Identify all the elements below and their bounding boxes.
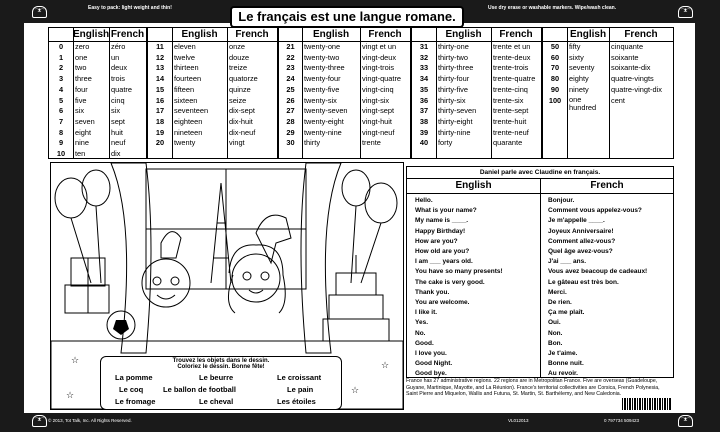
english-number-word: fifty: [569, 42, 581, 51]
english-number-word: one hundred: [569, 94, 597, 112]
english-phrase: Thank you.: [415, 288, 450, 296]
mascot-icon: ᵔᴥᵔ: [678, 415, 693, 427]
english-number-word: twenty-three: [304, 63, 345, 73]
english-number-word: thirty-four: [438, 74, 470, 84]
french-column-header: French: [609, 28, 673, 42]
english-phrase: I like it.: [415, 309, 438, 317]
vocab-word: Le ballon de football: [163, 385, 236, 394]
french-phrase: Bonne nuit.: [548, 360, 584, 368]
number-value: 1: [58, 52, 64, 62]
english-number-word: twenty-eight: [304, 116, 344, 126]
number-value: 38: [419, 116, 429, 126]
english-number-word: two: [75, 63, 87, 73]
french-number-word: trente-neuf: [493, 127, 529, 137]
french-number-word: trente-quatre: [493, 74, 536, 84]
english-column-header: English: [436, 28, 491, 42]
french-number-word: quatorze: [229, 74, 258, 84]
english-phrase: Yes.: [415, 319, 429, 327]
number-column-header: [412, 28, 437, 42]
english-phrase: You have so many presents!: [415, 268, 503, 276]
number-value: 29: [286, 127, 295, 137]
svg-text:☆: ☆: [381, 361, 390, 371]
number-column-header: [279, 28, 303, 42]
number-value: 19: [155, 127, 165, 137]
english-phrase: How old are you?: [415, 248, 470, 255]
conversation-header-english: English: [407, 179, 540, 194]
number-value: 31: [419, 42, 429, 51]
english-number-word: eighty: [569, 74, 589, 84]
number-table: [48, 27, 147, 159]
number-table: [411, 27, 542, 159]
english-number-word: nine: [75, 138, 89, 148]
vocab-word: Le croissant: [277, 373, 322, 382]
english-number-word: twenty-one: [304, 42, 341, 51]
number-value: 70: [550, 63, 560, 73]
english-number-word: twenty-five: [304, 84, 340, 94]
column-divider: [609, 28, 610, 158]
french-number-word: vingt-quatre: [362, 74, 402, 84]
french-number-word: six: [111, 106, 121, 116]
number-value: 80: [550, 74, 560, 84]
french-number-word: vingt-deux: [362, 52, 397, 62]
barcode-number: 0 797734 509423: [604, 418, 640, 423]
french-number-word: quatre-vingt-dix: [611, 84, 662, 94]
number-value: 18: [155, 116, 165, 126]
number-value: 17: [155, 106, 165, 116]
french-phrase: J'ai ___ ans.: [548, 258, 587, 266]
column-divider: [227, 28, 228, 158]
column-divider: [540, 179, 541, 377]
number-value: 7: [58, 116, 64, 126]
number-value: 11: [156, 42, 164, 51]
column-divider: [567, 28, 568, 158]
english-number-word: twenty: [174, 138, 196, 148]
barcode: [622, 398, 672, 410]
svg-text:☆: ☆: [71, 356, 80, 366]
number-value: 24: [286, 74, 295, 84]
vocab-word: Le fromage: [115, 397, 156, 406]
french-number-word: vingt-six: [362, 95, 390, 105]
english-number-word: ninety: [569, 84, 589, 94]
french-phrase: De rien.: [548, 299, 572, 306]
number-table: [147, 27, 278, 159]
vocabulary-box: [100, 356, 342, 410]
english-phrase: No.: [415, 329, 426, 337]
french-phrase: Non.: [548, 329, 563, 337]
english-number-word: twenty-four: [304, 74, 341, 84]
french-number-word: un: [111, 52, 120, 62]
number-value: 14: [155, 74, 165, 84]
english-number-word: thirty-five: [438, 84, 468, 94]
number-table: [278, 27, 411, 159]
french-number-word: dix: [111, 149, 121, 158]
english-number-word: sixty: [569, 52, 584, 62]
english-number-word: thirty-seven: [438, 106, 477, 116]
svg-text:☆: ☆: [351, 386, 360, 396]
french-number-word: quarante: [493, 138, 523, 148]
french-column-header: French: [110, 29, 145, 40]
number-value: 0: [58, 42, 64, 51]
number-value: 20: [155, 138, 165, 148]
french-number-word: dix-huit: [229, 116, 253, 126]
column-divider: [360, 28, 361, 158]
vocab-word: La pomme: [115, 373, 153, 382]
french-number-word: vingt-huit: [362, 116, 392, 126]
vocab-instruction-2: Coloriez le dessin. Bonne fête!: [177, 364, 265, 370]
number-value: 40: [419, 138, 429, 148]
french-number-word: trente-sept: [493, 106, 529, 116]
number-value: 25: [286, 84, 295, 94]
number-value: 26: [286, 95, 295, 105]
svg-text:☆: ☆: [66, 391, 75, 401]
number-value: 33: [419, 63, 429, 73]
french-number-word: vingt-cinq: [362, 84, 394, 94]
column-divider: [172, 28, 173, 158]
english-number-word: six: [75, 106, 85, 116]
french-number-word: onze: [229, 42, 246, 51]
french-phrase: Le gâteau est très bon.: [548, 278, 619, 286]
number-value: 12: [155, 52, 165, 62]
french-number-word: trois: [111, 74, 125, 84]
french-column-header: French: [360, 28, 410, 42]
english-number-word: twelve: [174, 52, 195, 62]
english-column-header: English: [172, 28, 227, 42]
column-divider: [73, 28, 74, 158]
english-column-header: English: [73, 29, 110, 40]
number-value: 10: [56, 149, 66, 158]
number-value: 28: [286, 116, 295, 126]
vocab-word: Les étoiles: [277, 397, 316, 406]
number-value: 5: [58, 95, 64, 105]
french-number-word: vingt et un: [362, 42, 397, 51]
english-number-word: twenty-seven: [304, 106, 348, 116]
vocab-instruction-1: Trouvez les objets dans le dessin.: [172, 358, 270, 364]
english-number-word: eighteen: [174, 116, 203, 126]
number-value: 30: [286, 138, 295, 148]
english-phrase: You are welcome.: [415, 299, 470, 306]
number-column-header: [148, 28, 173, 42]
french-number-word: trente-trois: [493, 63, 529, 73]
french-number-word: neuf: [111, 138, 126, 148]
french-phrase: Bonjour.: [548, 197, 575, 204]
french-phrase: Vous avez beacoup de cadeaux!: [548, 268, 648, 276]
french-phrase: Comment allez-vous?: [548, 237, 616, 245]
column-divider: [302, 28, 303, 158]
french-phrase: Je m'appelle ____.: [548, 217, 605, 225]
conversation-title: Daniel parle avec Claudine en français.: [407, 167, 673, 179]
english-number-word: fifteen: [174, 84, 195, 94]
english-number-word: thirty-three: [438, 63, 474, 73]
english-number-word: one: [75, 52, 88, 62]
number-value: 90: [550, 84, 560, 94]
english-number-word: twenty-nine: [304, 127, 342, 137]
english-number-word: thirteen: [174, 63, 199, 73]
english-number-word: four: [75, 84, 88, 94]
number-value: 6: [58, 106, 64, 116]
french-number-word: zéro: [111, 42, 126, 51]
english-number-word: seven: [75, 116, 95, 126]
english-number-word: twenty-two: [304, 52, 340, 62]
french-number-word: soixante-dix: [611, 63, 651, 73]
number-value: 4: [58, 84, 64, 94]
number-value: 50: [550, 42, 560, 51]
french-column-header: French: [227, 28, 277, 42]
english-phrase: Good.: [415, 339, 434, 347]
french-number-word: vingt: [229, 138, 245, 148]
english-number-word: forty: [438, 138, 453, 148]
number-column-header: [49, 28, 74, 42]
number-value: 39: [419, 127, 429, 137]
english-number-word: five: [75, 95, 87, 105]
english-phrase: Good Night.: [415, 360, 453, 368]
french-phrase: Comment vous appelez-vous?: [548, 207, 642, 215]
english-phrase: The cake is very good.: [415, 278, 485, 286]
french-number-word: quinze: [229, 84, 251, 94]
english-column-header: English: [567, 28, 609, 42]
french-number-word: dix-neuf: [229, 127, 256, 137]
vocab-word: Le pain: [287, 385, 314, 394]
english-number-word: seventeen: [174, 106, 209, 116]
number-value: 27: [286, 106, 295, 116]
french-number-word: trente: [362, 138, 381, 148]
number-value: 34: [419, 74, 429, 84]
english-number-word: thirty-eight: [438, 116, 473, 126]
number-column-header: [543, 28, 568, 42]
regions-footnote: France has 27 administrative regions. 22 regions are in Metropolitan France. Five are overseas (Guadeloupe, Guyane, Martinique, Mayotte, and La Réunion). France's territorial collectivities are Corsica, French Polynesia, Saint Pierre and Miquelon, Wallis and Futuna, St. Martin, St. Barthélemy, and New Caledonia.: [406, 378, 660, 397]
french-number-word: cinquante: [611, 42, 644, 51]
number-value: 36: [419, 95, 429, 105]
english-number-word: three: [75, 74, 92, 84]
french-number-word: trente-six: [493, 95, 524, 105]
vocab-word: Le cheval: [199, 397, 234, 406]
number-value: 9: [58, 138, 64, 148]
conversation-table: [406, 166, 674, 378]
french-number-word: sept: [111, 116, 125, 126]
english-phrase: I am ___ years old.: [415, 258, 473, 266]
french-number-word: soixante: [611, 52, 639, 62]
french-number-word: quatre-vingts: [611, 74, 654, 84]
number-value: 16: [155, 95, 165, 105]
number-value: 13: [155, 63, 165, 73]
number-value: 35: [419, 84, 429, 94]
french-number-word: vingt-sept: [362, 106, 395, 116]
number-value: 100: [548, 95, 562, 105]
french-number-word: quatre: [111, 84, 132, 94]
english-number-word: zero: [75, 42, 90, 51]
english-number-word: thirty-six: [438, 95, 466, 105]
copyright-text: © 2013, Tot Talk, Inc. All Rights Reserved.: [48, 418, 132, 423]
french-phrase: Merci.: [548, 288, 567, 296]
french-number-word: trente et un: [493, 42, 531, 51]
number-value: 60: [550, 52, 560, 62]
english-number-word: thirty-one: [438, 42, 469, 51]
french-phrase: Au revoir.: [548, 370, 578, 378]
french-number-word: trente-cinq: [493, 84, 528, 94]
number-value: 32: [419, 52, 429, 62]
vocab-word: Le beurre: [199, 373, 234, 382]
number-value: 22: [286, 52, 295, 62]
french-phrase: Je t'aime.: [548, 350, 578, 357]
packing-note: Easy to pack: light weight and thin!: [88, 5, 172, 11]
english-phrase: My name is ____.: [415, 217, 469, 225]
number-value: 37: [419, 106, 429, 116]
french-number-word: douze: [229, 52, 250, 62]
vocab-word: Le coq: [119, 385, 144, 394]
number-table: [542, 27, 674, 159]
conversation-header-french: French: [541, 179, 673, 194]
french-number-word: trente-deux: [493, 52, 531, 62]
marker-note: Use dry erase or washable markers. Wipe/wash clean.: [488, 5, 617, 11]
product-code: VL012013: [508, 418, 529, 423]
english-number-word: fourteen: [174, 74, 202, 84]
number-value: 23: [286, 63, 295, 73]
french-number-word: seize: [229, 95, 247, 105]
english-number-word: sixteen: [174, 95, 198, 105]
english-phrase: How are you?: [415, 237, 458, 245]
french-phrase: Oui.: [548, 319, 561, 327]
english-number-word: thirty-two: [438, 52, 468, 62]
english-column-header: English: [302, 28, 360, 42]
english-number-word: seventy: [569, 63, 595, 73]
french-number-word: dix-sept: [229, 106, 255, 116]
number-value: 2: [58, 63, 64, 73]
french-phrase: Bon.: [548, 339, 563, 347]
number-value: 3: [58, 74, 64, 84]
french-number-word: cent: [611, 95, 625, 105]
english-number-word: eleven: [174, 42, 196, 51]
english-phrase: I love you.: [415, 350, 447, 357]
number-value: 8: [58, 127, 64, 137]
french-phrase: Ça me plaît.: [548, 309, 585, 317]
column-divider: [109, 28, 110, 158]
english-phrase: Hello.: [415, 197, 433, 204]
column-divider: [491, 28, 492, 158]
english-phrase: What is your name?: [415, 207, 477, 215]
english-number-word: eight: [75, 127, 92, 137]
french-number-word: vingt-trois: [362, 63, 395, 73]
french-phrase: Quel âge avez-vous?: [548, 248, 613, 255]
english-phrase: Happy Birthday!: [415, 227, 466, 235]
french-number-word: trente-huit: [493, 116, 527, 126]
french-number-word: deux: [111, 63, 128, 73]
french-number-word: vingt-neuf: [362, 127, 395, 137]
english-number-word: thirty-nine: [438, 127, 471, 137]
french-column-header: French: [491, 28, 541, 42]
french-number-word: huit: [111, 127, 123, 137]
english-number-word: ten: [75, 149, 86, 158]
english-number-word: nineteen: [174, 127, 203, 137]
english-number-word: thirty: [304, 138, 321, 148]
mascot-icon: ᵔᴥᵔ: [678, 6, 693, 18]
page-title: Le français est une langue romane.: [230, 6, 464, 28]
french-phrase: Joyeux Anniversaire!: [548, 227, 614, 235]
number-value: 21: [286, 42, 295, 51]
column-divider: [436, 28, 437, 158]
french-number-word: treize: [229, 63, 248, 73]
mascot-icon: ᵔᴥᵔ: [32, 6, 47, 18]
english-phrase: Good bye.: [415, 370, 447, 378]
number-value: 15: [155, 84, 165, 94]
french-number-word: cinq: [111, 95, 125, 105]
mascot-icon: ᵔᴥᵔ: [32, 415, 47, 427]
english-number-word: twenty-six: [304, 95, 337, 105]
